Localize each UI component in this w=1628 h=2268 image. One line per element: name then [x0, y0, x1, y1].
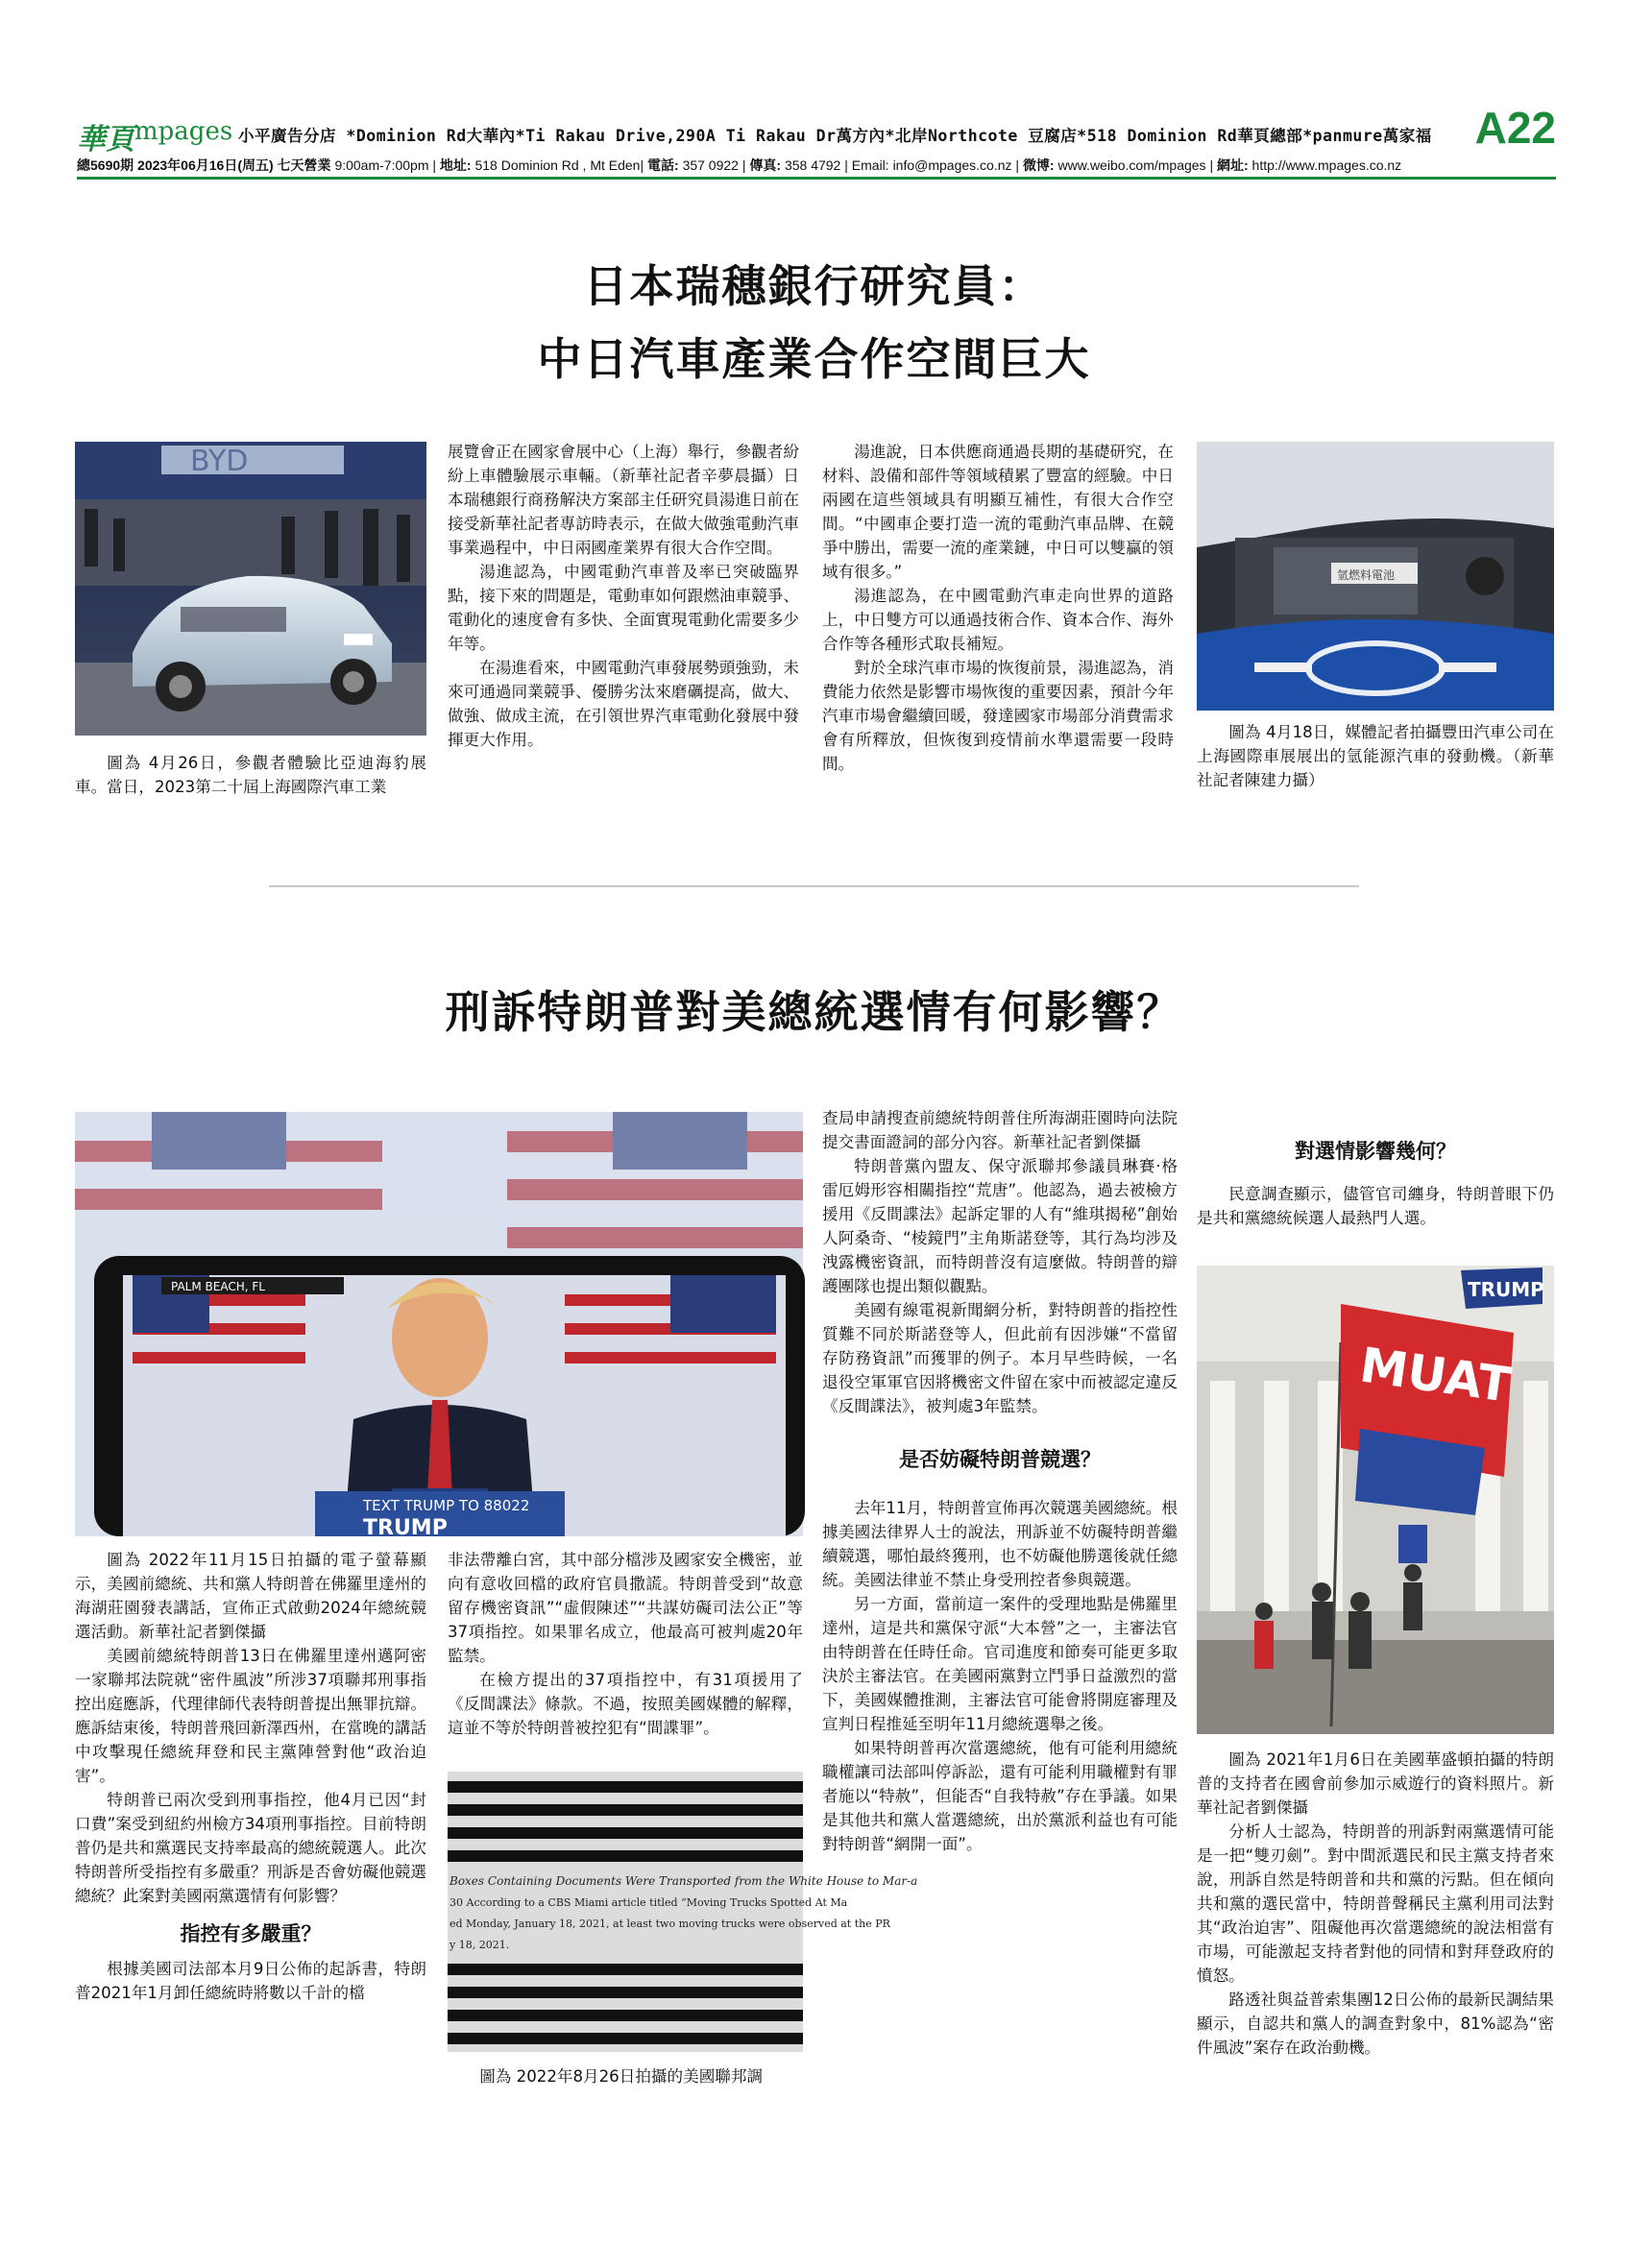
paragraph: 湯進認為，在中國電動汽車走向世界的道路上，中日雙方可以通過技術合作、資本合作、海外合作等各種形式取長補短。 — [822, 587, 1174, 653]
document-line: Boxes Containing Documents Were Transported from the White House to Mar-a — [450, 1874, 918, 1888]
article2-column-1 — [75, 1548, 426, 2005]
paragraph: 去年11月，特朗普宣佈再次競選美國總統。根據美國法律界人士的說法，刑訴並不妨礙特朗普繼續競選，哪怕最終獲刑，也不妨礙他勝選後就任總統。美國法律並不禁止身受刑控者參與競選。 — [822, 1499, 1178, 1589]
caption-text: 圖為 2022年8月26日拍攝的美國聯邦調 — [479, 2067, 764, 2086]
weibo-label: 微博: — [1022, 157, 1055, 173]
section-divider — [269, 885, 1359, 887]
address: 518 Dominion Rd , Mt Eden| — [474, 157, 644, 173]
caption-text: 圖為 4月26日，參觀者體驗比亞迪海豹展車。當日，2023第二十屆上海國際汽車工業 — [75, 754, 426, 796]
header-info-line: 總5690期 2023年06月16日(周五) 七天營業 9:00am-7:00pm | 地址: 518 Dominion Rd , Mt Eden| 電話: 357 0922 | 傳真: 358 4792 | Email: info@mpages.co.nz | 微博: www.weibo.com/mpages | 網址: http://www.mpages.co.nz — [77, 157, 1402, 173]
red-flag-text: MUAT — [1356, 1337, 1515, 1413]
paragraph: 湯進認為，中國電動汽車普及率已突破臨界點，接下來的問題是，電動車如何跟燃油車競爭、電動化的速度會有多快、全面實現電動化需要多少年等。 — [448, 563, 799, 653]
paragraph: 湯進說，日本供應商通過長期的基礎研究，在材料、設備和部件等領域積累了豐富的經驗。中日兩國在這些領域具有明顯互補性，有很大合作空間。“中國車企要打造一流的電動汽車品牌、在競爭中勝出，需要一流的產業鏈，中日可以雙贏的領域有很多。” — [822, 443, 1174, 581]
header-ad-locations: 小平廣告分店 *Dominion Rd大華內*Ti Rakau Drive,290A Ti Rakau Dr萬方內*北岸Northcote 豆腐店*518 Dominion Rd華頁總部*panmure萬家福 — [238, 127, 1432, 145]
email-link[interactable]: Email: info@mpages.co.nz — [851, 157, 1012, 173]
paragraph: 根據美國司法部本月9日公佈的起訴書，特朗普2021年1月卸任總統時將數以千計的檔 — [75, 1960, 426, 2002]
blue-flag-text: TRUMP — [1468, 1278, 1544, 1301]
capitol-photo-caption: 圖為 2021年1月6日在美國華盛頓拍攝的特朗普的支持者在國會前參加示威遊行的資料照片。新華社記者劉傑攝 — [1197, 1750, 1554, 1817]
issue-date: 總5690期 2023年06月16日(周五) — [77, 157, 274, 173]
paragraph: 查局申請搜查前總統特朗普住所海湖莊園時向法院提交書面證詞的部分內容。新華社記者劉傑攝 — [822, 1109, 1178, 1151]
phone: 357 0922 — [682, 157, 739, 173]
logo-chinese: 華頁 — [77, 123, 134, 157]
article1-title-line2: 中日汽車產業合作空間巨大 — [537, 333, 1091, 385]
fax: 358 4792 — [784, 157, 841, 173]
weibo-link[interactable]: www.weibo.com/mpages — [1057, 157, 1206, 173]
article2-title: 刑訴特朗普對美總統選情有何影響？ — [445, 986, 1183, 1038]
photo-caption: 圖為 2022年11月15日拍攝的電子螢幕顯示，美國前總統、共和黨人特朗普在佛羅里達州的海湖莊園發表講話，宣佈正式啟動2024年總統競選活動。新華社記者劉傑攝 — [75, 1551, 426, 1641]
paragraph: 對於全球汽車市場的恢復前景，湯進認為，消費能力依然是影響市場恢復的重要因素，預計今年汽車市場會繼續回暖，發達國家市場部分消費需求會有所釋放，但恢復到疫情前水準還需要一段時間。 — [822, 659, 1174, 773]
paragraph: 民意調查顯示，儘管官司纏身，特朗普眼下仍是共和黨總統候選人最熱門人選。 — [1197, 1185, 1554, 1227]
engine-photo-caption — [1197, 720, 1554, 792]
fax-label: 傳真: — [749, 157, 782, 173]
subhead-impact: 對選情影響幾何？ — [1295, 1139, 1456, 1163]
article1-title-line1: 日本瑞穗銀行研究員： — [583, 260, 1045, 312]
paragraph: 在檢方提出的37項指控中，有31項援用了《反間諜法》條款。不過，按照美國媒體的解釋，這並不等於特朗普被控犯有“間諜罪”。 — [448, 1671, 803, 1737]
engine-label: 氫燃料電池 — [1337, 568, 1396, 582]
byd-sign: BYD — [190, 445, 249, 478]
document-line: 30 According to a CBS Miami article titled “Moving Trucks Spotted At Ma — [450, 1896, 848, 1909]
article2-column-4-bottom — [1197, 1748, 1554, 2060]
paragraph: 另一方面，當前這一案件的受理地點是佛羅里達州，這是共和黨保守派“大本營”之一，主審法官由特朗普在任時任命。官司進度和節奏可能更多取決於主審法官。在美國兩黨對立鬥爭日益激烈的當下，美國媒體推測，主審法官可能會將開庭審理及宣判日程推延至明年11月總統選舉之後。 — [822, 1595, 1178, 1733]
byd-photo-caption — [75, 751, 426, 799]
subhead-severity: 指控有多嚴重？ — [180, 1921, 322, 1945]
screen-location-text: PALM BEACH, FL — [171, 1280, 265, 1293]
paragraph: 美國前總統特朗普13日在佛羅里達州邁阿密一家聯邦法院就“密件風波”所涉37項聯邦刑事指控出庭應訴，代理律師代表特朗普提出無罪抗辯。應訴結束後，特朗普飛回新澤西州，在當晚的講話中攻擊現任總統拜登和民主黨陣營對他“政治迫害”。 — [75, 1647, 426, 1785]
subhead-campaign: 是否妨礙特朗普競選？ — [899, 1447, 1101, 1471]
fbi-affidavit-photo — [448, 1772, 918, 2052]
logo-english: mpages — [134, 117, 233, 146]
article2-column-2 — [448, 1548, 803, 1740]
capitol-protest-photo — [1197, 1266, 1554, 1734]
paragraph: 如果特朗普再次當選總統，他有可能利用總統職權讓司法部叫停訴訟，還有可能利用職權對有罪者施以“特赦”，但能否“自我特赦”存在爭議。如果是其他共和黨人當選總統，出於黨派利益也有可能對特朗普“網開一面”。 — [822, 1739, 1178, 1853]
article1-column-2 — [448, 440, 799, 752]
trump-screen-photo — [75, 1112, 803, 1540]
caption-text: 圖為 4月18日，媒體記者拍攝豐田汽車公司在上海國際車展展出的氫能源汽車的發動機。（新華社記者陳建力攝） — [1197, 723, 1554, 789]
fbi-photo-caption — [448, 2064, 803, 2088]
website-label: 網址: — [1216, 157, 1249, 173]
article2-column-3 — [822, 1106, 1178, 1856]
paragraph: 特朗普已兩次受到刑事指控，他4月已因“封口費”案受到紐約州檢方34項刑事指控。目前特朗普仍是共和黨選民支持率最高的總統競選人。此次特朗普所受指控有多嚴重？刑訴是否會妨礙他競選總統？此案對美國兩黨選情有何影響？ — [75, 1791, 426, 1905]
paragraph: 展覽會正在國家會展中心（上海）舉行，參觀者紛紛上車體驗展示車輛。（新華社記者辛夢晨攝）日本瑞穗銀行商務解決方案部主任研究員湯進日前在接受新華社記者專訪時表示，在做大做強電動汽車事業過程中，中日兩國產業界有很大合作空間。 — [448, 443, 799, 557]
website-link[interactable]: http://www.mpages.co.nz — [1251, 157, 1402, 173]
paragraph: 路透社與益普索集團12日公佈的最新民調結果顯示，自認共和黨人的調查對象中，81%認為“密件風波”案存在政治動機。 — [1197, 1991, 1554, 2057]
hours-label: 七天營業 — [277, 157, 331, 173]
article1-column-3 — [822, 440, 1174, 776]
document-line: y 18, 2021. — [450, 1939, 510, 1951]
address-label: 地址: — [439, 157, 472, 173]
paragraph: 美國有線電視新聞網分析，對特朗普的指控性質難不同於斯諾登等人，但此前有因涉嫌“不當留存防務資訊”而獲罪的例子。本月早些時候，一名退役空軍軍官因將機密文件留在家中而被認定違反《反間諜法》，被判處3年監禁。 — [822, 1301, 1178, 1415]
paragraph: 分析人士認為，特朗普的刑訴對兩黨選情可能是一把“雙刃劍”。對中間派選民和民主黨支持者來說，刑訴自然是特朗普和共和黨的污點。但在傾向共和黨的選民當中，特朗普聲稱民主黨利用司法對其“政治迫害”、阻礙他再次當選總統的說法相當有市場，可能激起支持者對他的同情和對拜登政府的憤怒。 — [1197, 1822, 1554, 1985]
byd-car-photo — [75, 442, 426, 736]
paragraph: 在湯進看來，中國電動汽車發展勢頭強勁，未來可通過同業競爭、優勝劣汰來磨礪提高，做大、做強、做成主流，在引領世界汽車電動化發展中發揮更大作用。 — [448, 659, 799, 749]
hydrogen-engine-photo — [1197, 442, 1554, 711]
sign-text-big: TRUMP — [363, 1516, 448, 1540]
header-rule — [77, 177, 1556, 180]
sign-text-small: TEXT TRUMP TO 88022 — [363, 1497, 530, 1514]
masthead-logo[interactable] — [77, 111, 231, 156]
article2-column-4-top — [1197, 1139, 1554, 1230]
paragraph: 非法帶離白宮，其中部分檔涉及國家安全機密，並向有意收回檔的政府官員撒謊。特朗普受到“故意留存機密資訊”“虛假陳述”“共謀妨礙司法公正”等37項指控。如果罪名成立，他最高可被判處20年監禁。 — [448, 1551, 803, 1665]
phone-label: 電話: — [647, 157, 679, 173]
paragraph: 特朗普黨內盟友、保守派聯邦參議員琳賽·格雷厄姆形容相關指控“荒唐”。他認為，過去被檢方援用《反間諜法》起訴定罪的人有“維琪揭秘”創始人阿桑奇、“棱鏡門”主角斯諾登等，其行為均涉及洩露機密資訊，而特朗普沒有這麼做。特朗普的辯護團隊也提出類似觀點。 — [822, 1157, 1178, 1295]
hours: 9:00am-7:00pm — [334, 157, 429, 173]
page-number: A22 — [1474, 103, 1556, 153]
document-line: ed Monday, January 18, 2021, at least two moving trucks were observed at the PR — [450, 1918, 890, 1930]
